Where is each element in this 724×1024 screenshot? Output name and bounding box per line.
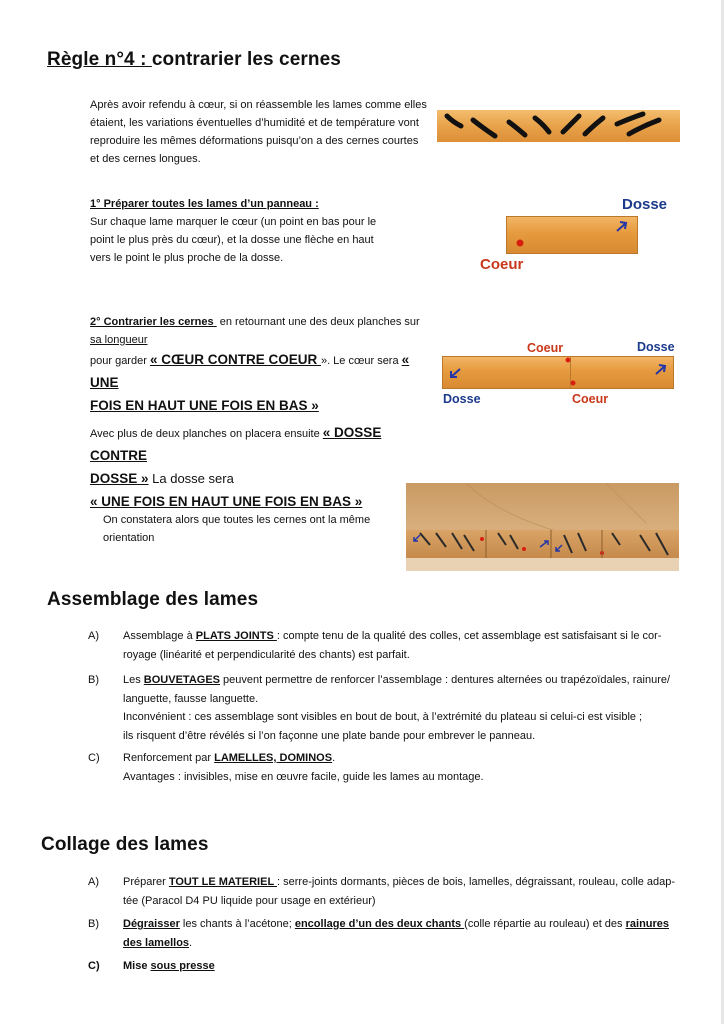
fig3-planks bbox=[442, 356, 674, 389]
item-line: Inconvénient : ces assemblage sont visibles en bout de bout, à l’extrémité du plateau si celui-ci est visible ; bbox=[123, 711, 643, 723]
step2-text: pour garder bbox=[90, 355, 150, 367]
intro-line: étaient, les variations éventuelles d’humidité et de température vont bbox=[90, 117, 419, 129]
panel-surface bbox=[406, 558, 679, 571]
section-title-assemblage: Assemblage des lames bbox=[47, 589, 259, 610]
item-text: Mise bbox=[123, 960, 151, 972]
item-emphasis: sous presse bbox=[150, 960, 215, 972]
item-text: Préparer bbox=[123, 876, 169, 888]
fig3-coeur-top-label: Coeur bbox=[527, 341, 564, 355]
item-text: peuvent permettre de renforcer l’assemblage : dentures alternées ou trapézoïdales, rainure/ bbox=[220, 674, 671, 686]
intro-line: reproduire les mêmes déformations puisqu’on a des cernes courtes bbox=[90, 135, 419, 147]
intro-line: Après avoir refendu à cœur, si on réassemble les lames comme elles bbox=[90, 99, 427, 111]
item-text: : serre-joints dormants, pièces de bois, lamelles, dégraissant, rouleau, colle adap- bbox=[277, 876, 676, 888]
list-letter: B) bbox=[88, 674, 99, 686]
item-text: . bbox=[332, 752, 336, 764]
photo-glued-panel bbox=[406, 483, 679, 571]
coeur-dot bbox=[517, 240, 524, 247]
conclusion-paragraph bbox=[103, 511, 398, 547]
figure-growth-rings-plank bbox=[437, 110, 680, 142]
fig3-marks bbox=[442, 356, 674, 389]
step1-heading: 1° Préparer toutes les lames d’un panneau : bbox=[90, 198, 319, 210]
step2-text: ». Le cœur sera bbox=[320, 355, 402, 367]
list-item bbox=[88, 749, 688, 786]
title-rest: contrarier les cernes bbox=[151, 49, 341, 70]
item-line: tée (Paracol D4 PU liquide pour usage en extérieur) bbox=[123, 894, 376, 907]
list-letter: C) bbox=[88, 960, 100, 972]
dosse-arrow-icon bbox=[617, 222, 626, 231]
item-line: ils risquent d’être révélés si l’on façonne une plate bande pour embrever le panneau. bbox=[123, 729, 536, 742]
item-emphasis: des lamellos bbox=[123, 936, 190, 949]
title-prefix: Règle n°4 : bbox=[47, 49, 152, 70]
coeur-dot-bottom bbox=[571, 381, 576, 386]
section-title-collage: Collage des lames bbox=[41, 834, 209, 855]
item-text: : compte tenu de la qualité des colles, cet assemblage est satisfaisant si le cor- bbox=[276, 630, 662, 642]
step2-line: sa longueur bbox=[90, 334, 148, 346]
item-line: languette, fausse languette. bbox=[123, 692, 259, 705]
item-text: Assemblage à bbox=[123, 630, 196, 642]
step2-emphasis: DOSSE » bbox=[90, 471, 149, 486]
step1-line: point le plus près du cœur), et la dosse une flèche en haut bbox=[90, 234, 374, 246]
step2-heading-rest: en retournant une des deux planches sur bbox=[216, 316, 420, 328]
item-line: royage (linéarité et perpendicularité des chants) est parfait. bbox=[123, 648, 410, 661]
list-letter: B) bbox=[88, 918, 99, 930]
fig2-marks bbox=[507, 217, 637, 253]
step2-heading: 2° Contrarier les cernes bbox=[90, 316, 217, 328]
step2-text: La dosse sera bbox=[148, 471, 234, 486]
conclusion-line: orientation bbox=[103, 532, 155, 544]
item-emphasis: LAMELLES, DOMINOS bbox=[214, 752, 333, 764]
fig3-dosse-top-label: Dosse bbox=[637, 340, 675, 354]
panel-edge bbox=[406, 530, 679, 558]
item-emphasis: TOUT LE MATERIEL bbox=[168, 876, 278, 888]
intro-line: et des cernes longues. bbox=[90, 153, 201, 165]
list-letter: A) bbox=[88, 630, 99, 642]
item-emphasis: rainures bbox=[625, 918, 670, 930]
step1-line: Sur chaque lame marquer le cœur (un point en bas pour le bbox=[90, 216, 377, 228]
item-line: Avantages : invisibles, mise en œuvre facile, guide les lames au montage. bbox=[123, 770, 484, 783]
fig3-coeur-bottom-label: Coeur bbox=[572, 392, 609, 406]
list-letter: C) bbox=[88, 752, 100, 764]
dosse-arrow-up-icon bbox=[656, 365, 665, 374]
conclusion-line: On constatera alors que toutes les cernes ont la même bbox=[103, 514, 371, 526]
step2-emphasis-line: FOIS EN HAUT UNE FOIS EN BAS » bbox=[90, 398, 319, 413]
dosse-contre-dosse: « DOSSE CONTRE bbox=[90, 425, 382, 463]
step1-line: vers le point le plus proche de la dosse. bbox=[90, 252, 284, 264]
list-item bbox=[88, 627, 688, 664]
step1-block bbox=[90, 195, 420, 267]
coeur-contre-coeur: « CŒUR CONTRE COEUR bbox=[149, 352, 321, 367]
fig3-dosse-bottom-label: Dosse bbox=[443, 392, 481, 406]
step2-block bbox=[90, 313, 435, 512]
fig2-dosse-label: Dosse bbox=[622, 196, 668, 213]
list-item bbox=[88, 915, 688, 952]
list-letter: A) bbox=[88, 876, 99, 888]
dosse-arrow-down-icon bbox=[451, 369, 460, 377]
list-item bbox=[88, 957, 688, 976]
step2-emphasis: « UNE bbox=[90, 352, 410, 390]
item-emphasis: encollage d’un des deux chants bbox=[294, 918, 465, 930]
item-emphasis: PLATS JOINTS bbox=[195, 630, 277, 642]
item-text: . bbox=[189, 936, 193, 949]
section-title-regle-4 bbox=[47, 49, 341, 71]
intro-paragraph bbox=[90, 96, 435, 168]
coeur-dot-top bbox=[566, 358, 571, 363]
item-emphasis: BOUVETAGES bbox=[143, 674, 220, 686]
fig2-coeur-label: Coeur bbox=[480, 256, 524, 273]
item-emphasis: Dégraisser bbox=[123, 918, 180, 930]
step2-emphasis-line: « UNE FOIS EN HAUT UNE FOIS EN BAS » bbox=[90, 494, 363, 509]
list-item bbox=[88, 873, 688, 910]
fig2-plank bbox=[506, 216, 638, 254]
item-text: les chants à l’acétone; bbox=[179, 918, 295, 930]
item-text: (colle répartie au rouleau) et des bbox=[464, 918, 626, 930]
item-text: Les bbox=[123, 674, 144, 686]
item-text: Renforcement par bbox=[123, 752, 215, 764]
step2-text: Avec plus de deux planches on placera ensuite bbox=[90, 428, 323, 440]
list-item bbox=[88, 671, 688, 745]
